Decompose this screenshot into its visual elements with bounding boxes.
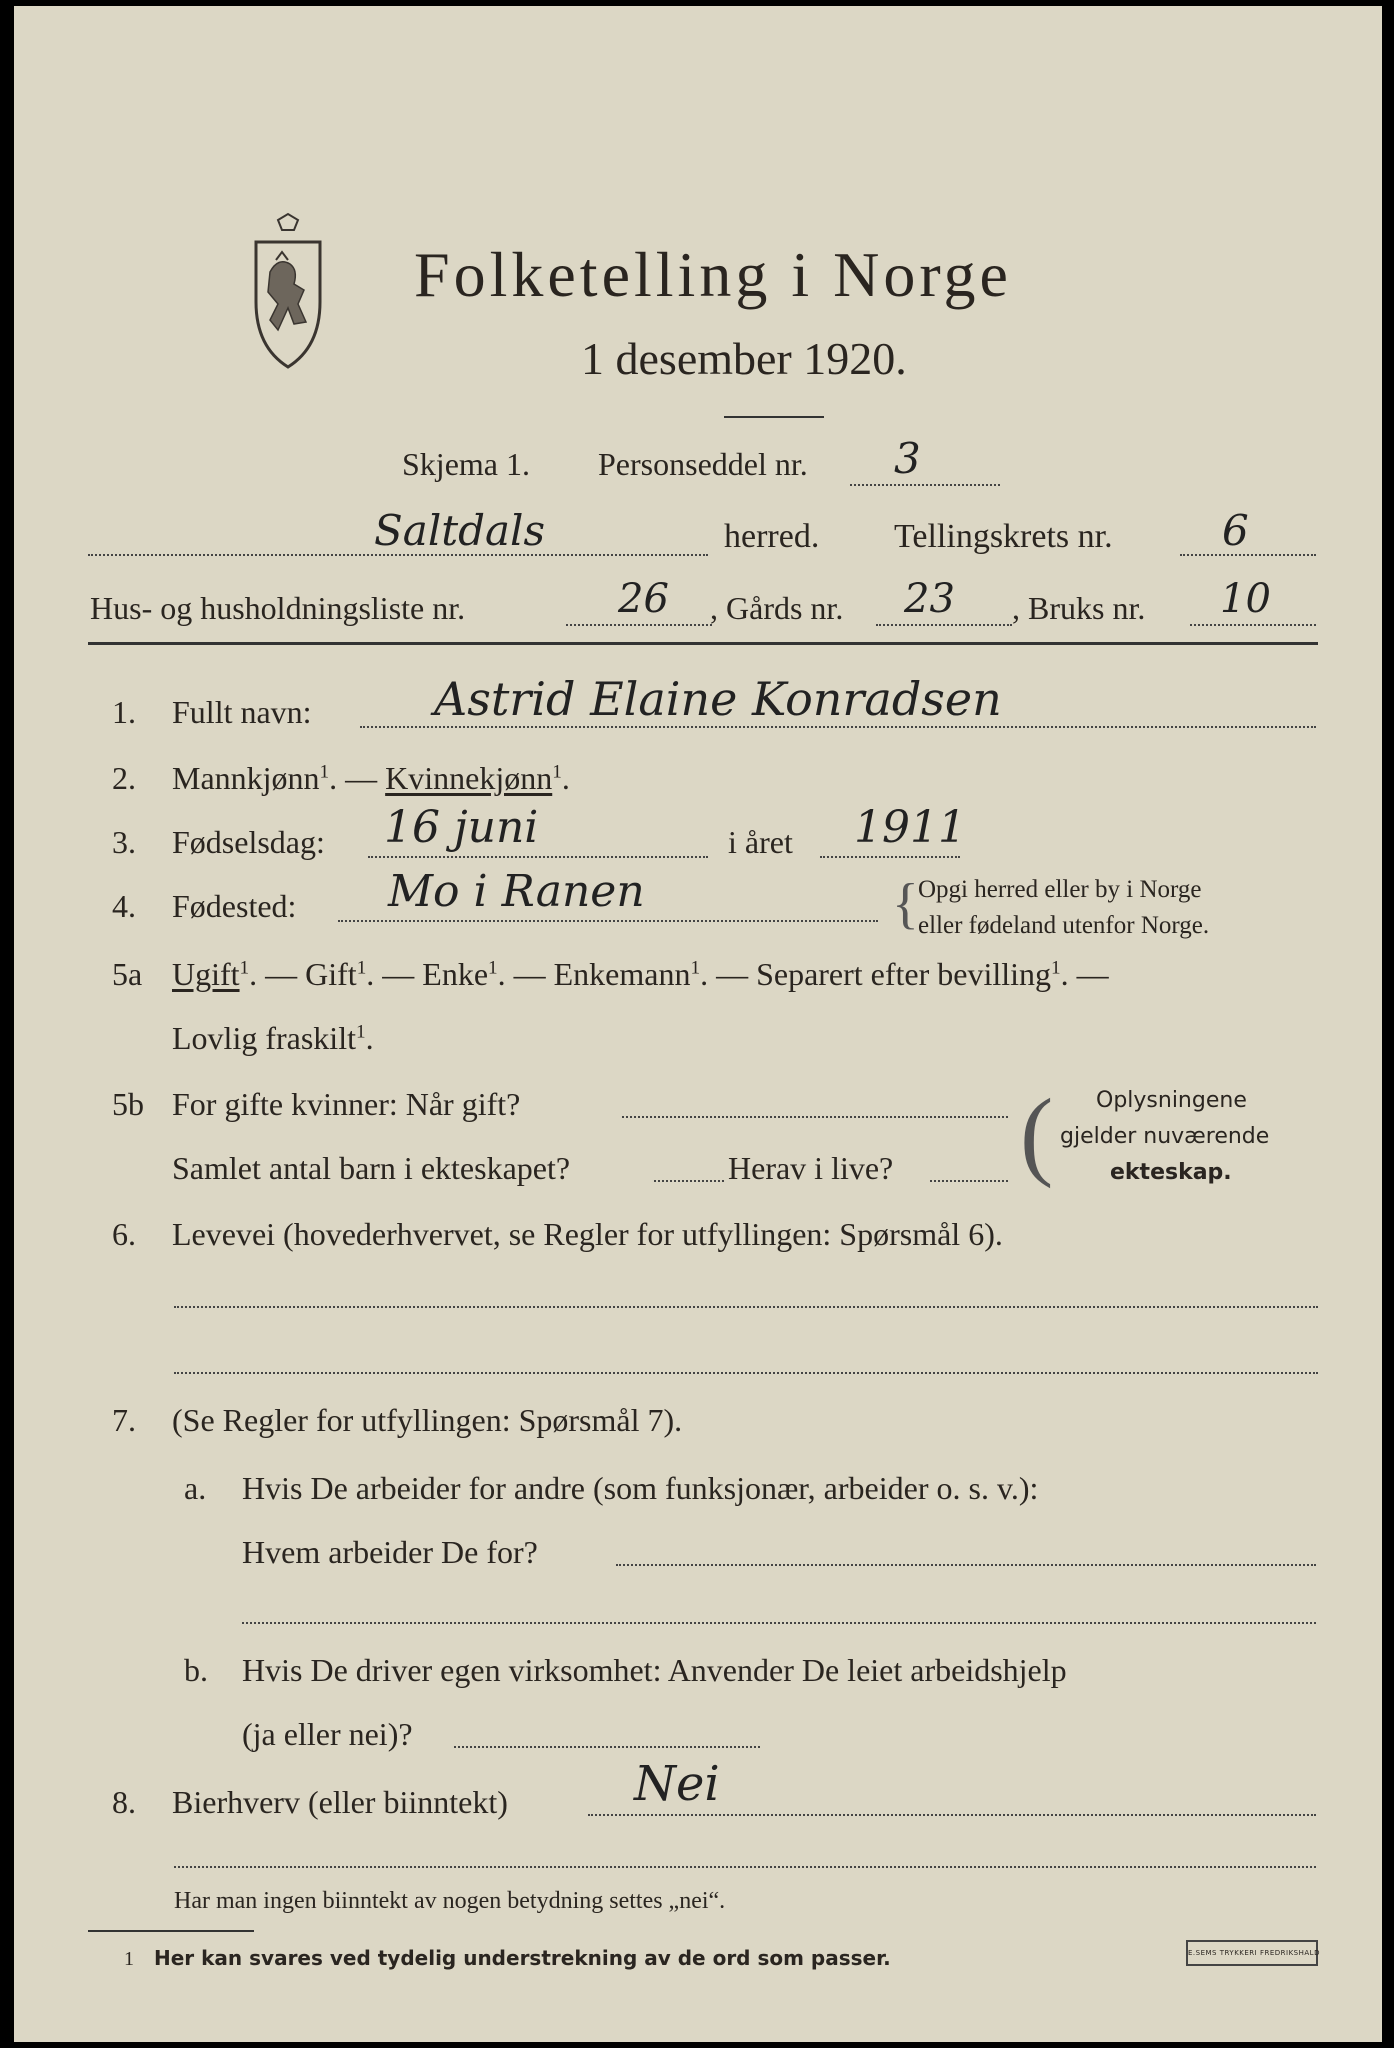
- footnote-text: Her kan svares ved tydelig understrekning av de ord som passer.: [154, 1946, 891, 1970]
- q7-label: (Se Regler for utfyllingen: Spørsmål 7).: [172, 1402, 683, 1438]
- q4-note-2: eller fødeland utenfor Norge.: [918, 912, 1210, 939]
- q3-value[interactable]: 16 juni: [384, 802, 539, 853]
- q7b-label-1: Hvis De driver egen virksomhet: Anvender De leiet arbeidshjelp: [242, 1652, 1067, 1688]
- q3-year-line: [820, 856, 960, 858]
- q4-line: [338, 920, 878, 922]
- q6-line-2: [174, 1372, 1318, 1374]
- herred-label: herred.: [724, 518, 820, 555]
- q5a-separert[interactable]: Separert efter bevilling: [756, 956, 1052, 992]
- coat-of-arms-icon: [248, 212, 328, 372]
- q2-female[interactable]: Kvinnekjønn: [385, 760, 553, 796]
- q3-label: Fødselsdag:: [172, 824, 325, 860]
- bruks-value[interactable]: 10: [1220, 576, 1271, 622]
- q5a-options-2: Lovlig fraskilt$^1$.: [172, 1020, 374, 1056]
- q4-number: 4.: [112, 888, 136, 924]
- q5a-options: Ugift$^1$. — Gift$^1$. — Enke$^1$. — Enkemann$^1$. — Separert efter bevilling$^1$. —: [172, 956, 1109, 992]
- bruks-line: [1190, 624, 1316, 626]
- q4-note-1: Opgi herred eller by i Norge: [918, 876, 1202, 903]
- footnote-mark: 1: [124, 1948, 134, 1970]
- tellingskrets-value[interactable]: 6: [1222, 506, 1249, 555]
- q5a-gift[interactable]: Gift: [305, 956, 357, 992]
- q8-number: 8.: [112, 1784, 136, 1820]
- q5b-children-line: [654, 1180, 724, 1182]
- q5b-number: 5b: [112, 1086, 144, 1122]
- gards-label: , Gårds nr.: [710, 590, 844, 626]
- q1-label: Fullt navn:: [172, 694, 312, 730]
- q4-label: Fødested:: [172, 888, 297, 924]
- census-date: 1 desember 1920.: [581, 333, 907, 384]
- q2-number: 2.: [112, 760, 136, 796]
- q5a-enkemann[interactable]: Enkemann: [553, 956, 691, 992]
- q2-options: Mannkjønn$^1$. — Kvinnekjønn$^1$.: [172, 760, 570, 796]
- personseddel-value[interactable]: 3: [894, 434, 921, 483]
- footnote-divider: [88, 1930, 254, 1932]
- q8-line-1: [588, 1814, 1316, 1816]
- q7b-number: b.: [184, 1652, 208, 1688]
- q5b-note-3: ekteskap.: [1110, 1160, 1232, 1185]
- gards-line: [876, 624, 1012, 626]
- q4-value[interactable]: Mo i Ranen: [388, 866, 645, 917]
- schema-label: Skjema 1.: [402, 446, 530, 482]
- q7-number: 7.: [112, 1402, 136, 1438]
- census-form: [14, 6, 1382, 2042]
- hus-value[interactable]: 26: [618, 576, 669, 622]
- q5b-label-2: Samlet antal barn i ekteskapet?: [172, 1150, 571, 1186]
- tellingskrets-label: Tellingskrets nr.: [894, 518, 1113, 555]
- q8-line-2: [174, 1866, 1316, 1868]
- hus-line: [566, 624, 712, 626]
- q1-line: [360, 726, 1316, 728]
- gards-value[interactable]: 23: [904, 576, 955, 622]
- q3-year-value[interactable]: 1911: [854, 802, 966, 853]
- q3-year-label: i året: [728, 824, 793, 860]
- q5a-ugift[interactable]: Ugift: [172, 956, 240, 992]
- q7b-label-2: (ja eller nei)?: [242, 1716, 413, 1752]
- q3-number: 3.: [112, 824, 136, 860]
- personseddel-line: [850, 484, 1000, 486]
- q6-number: 6.: [112, 1216, 136, 1252]
- q8-value[interactable]: Nei: [634, 1756, 720, 1812]
- q5b-alive-line: [930, 1180, 1008, 1182]
- q7a-number: a.: [184, 1470, 207, 1506]
- q1-value[interactable]: Astrid Elaine Konradsen: [434, 672, 1002, 726]
- form-title: Folketelling i Norge: [414, 239, 1012, 310]
- q5b-note-1: Oplysningene: [1096, 1088, 1247, 1113]
- q2-male[interactable]: Mannkjønn: [172, 760, 320, 796]
- q7a-line-2: [242, 1622, 1316, 1624]
- q5a-enke[interactable]: Enke: [422, 956, 489, 992]
- q1-number: 1.: [112, 694, 136, 730]
- q6-label: Levevei (hovederhvervet, se Regler for utfyllingen: Spørsmål 6).: [172, 1216, 1003, 1252]
- q5b-married-line: [622, 1116, 1008, 1118]
- q4-brace: {: [892, 873, 919, 935]
- q3-line: [368, 856, 708, 858]
- nei-note: Har man ingen biinntekt av nogen betydning settes „nei“.: [174, 1888, 726, 1914]
- hus-label: Hus- og husholdningsliste nr.: [90, 590, 466, 626]
- printer-stamp: E.SEMS TRYKKERI FREDRIKSHALD: [1186, 1940, 1318, 1966]
- q5a-fraskilt[interactable]: Lovlig fraskilt: [172, 1020, 356, 1056]
- q7b-line: [454, 1746, 760, 1748]
- q5b-note-2: gjelder nuværende: [1060, 1124, 1270, 1149]
- q5a-number: 5a: [112, 956, 143, 992]
- personseddel-label: Personseddel nr.: [598, 446, 808, 482]
- q6-line-1: [174, 1306, 1318, 1308]
- bruks-label: , Bruks nr.: [1012, 590, 1146, 626]
- header-divider: [88, 642, 1318, 645]
- title-divider: [724, 416, 824, 418]
- herred-value[interactable]: Saltdals: [374, 506, 546, 555]
- q7a-label-2: Hvem arbeider De for?: [242, 1534, 538, 1570]
- q5b-label-3: Herav i live?: [728, 1150, 894, 1186]
- q5b-bracket: (: [1020, 1078, 1054, 1189]
- q8-label: Bierhverv (eller biinntekt): [172, 1784, 508, 1820]
- q5b-label-1: For gifte kvinner: Når gift?: [172, 1086, 521, 1122]
- q7a-line-1: [616, 1564, 1316, 1566]
- q7a-label-1: Hvis De arbeider for andre (som funksjonær, arbeider o. s. v.):: [242, 1470, 1039, 1506]
